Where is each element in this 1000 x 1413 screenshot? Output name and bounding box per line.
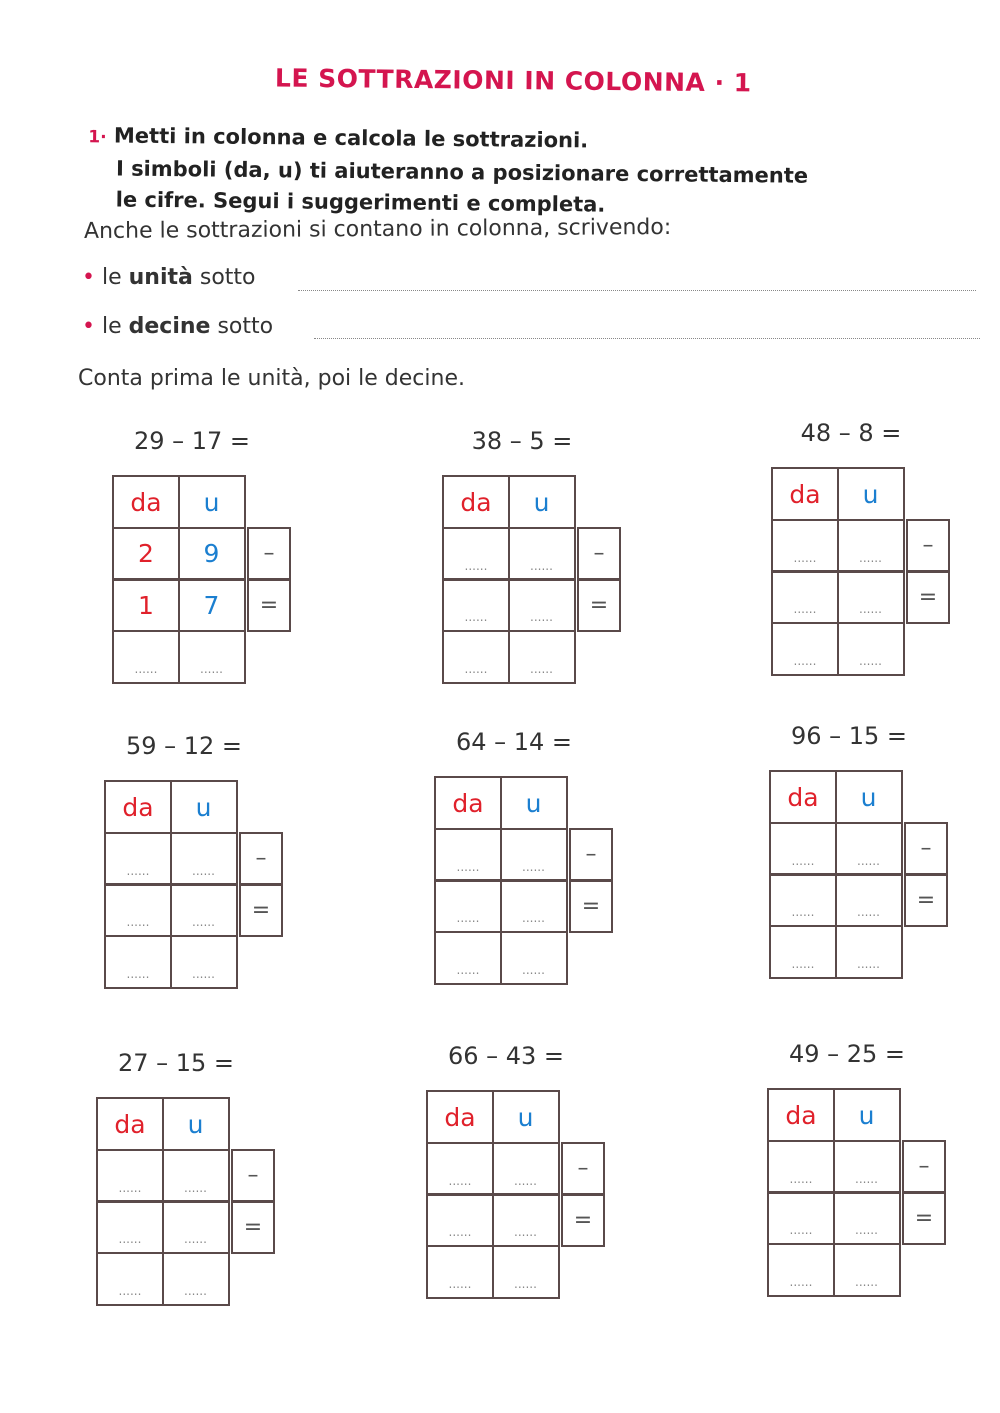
units-cell-row-1[interactable]: ...... <box>835 822 903 876</box>
bullet-post: sotto <box>192 265 256 290</box>
equals-sign: = <box>569 879 613 933</box>
header-tens: da <box>112 475 180 529</box>
header-units: u <box>508 475 576 529</box>
units-cell-row-2: 7 <box>178 578 246 632</box>
column-grid <box>442 475 624 693</box>
tens-cell-row-1[interactable]: ...... <box>771 519 839 573</box>
header-units: u <box>833 1088 901 1142</box>
units-cell-row-1[interactable]: ...... <box>508 527 576 581</box>
exercise-instructions <box>88 120 809 223</box>
units-cell-row-1[interactable]: ...... <box>162 1149 230 1203</box>
header-tens: da <box>96 1097 164 1151</box>
equals-sign: = <box>239 883 283 937</box>
tens-cell-row-2[interactable]: ...... <box>426 1193 494 1247</box>
header-units: u <box>178 475 246 529</box>
bullet-pre: le <box>101 314 129 339</box>
tens-cell-row-3[interactable]: ...... <box>434 931 502 985</box>
instruction-line-2: I simboli (da, u) ti aiuteranno a posizionare correttamente <box>115 156 809 188</box>
problem-expression: 27 – 15 = <box>117 1049 235 1077</box>
tens-cell-row-2[interactable]: ...... <box>442 578 510 632</box>
tens-cell-row-1[interactable]: ...... <box>104 832 172 886</box>
column-grid <box>771 467 953 685</box>
tens-cell-row-2[interactable]: ...... <box>771 570 839 624</box>
units-cell-row-2[interactable]: ...... <box>500 879 568 933</box>
tens-cell-row-2[interactable]: ...... <box>769 873 837 927</box>
tens-cell-row-2[interactable]: ...... <box>434 879 502 933</box>
column-grid <box>112 475 294 693</box>
tens-cell-row-1[interactable]: ...... <box>434 828 502 882</box>
header-units: u <box>170 780 238 834</box>
units-cell-row-1[interactable]: ...... <box>500 828 568 882</box>
header-tens: da <box>434 776 502 830</box>
units-cell-row-2[interactable]: ...... <box>162 1200 230 1254</box>
column-grid <box>426 1090 608 1308</box>
tens-cell-row-1[interactable]: ...... <box>442 527 510 581</box>
column-grid <box>434 776 616 994</box>
bullet-pre: le <box>101 265 129 290</box>
header-units: u <box>492 1090 560 1144</box>
units-cell-row-3[interactable]: ...... <box>835 925 903 979</box>
minus-sign: – <box>906 519 950 573</box>
column-grid <box>96 1097 278 1315</box>
instruction-line-1: Metti in colonna e calcola le sottrazioni. <box>113 123 589 153</box>
tens-cell-row-3[interactable]: ...... <box>104 935 172 989</box>
problem-expression: 29 – 17 = <box>133 427 251 455</box>
tens-cell-row-2: 1 <box>112 578 180 632</box>
units-cell-row-3[interactable]: ...... <box>170 935 238 989</box>
problem-expression: 64 – 14 = <box>455 728 573 756</box>
instruction-line-3: le cifre. Segui i suggerimenti e completa. <box>115 187 606 217</box>
problem-expression: 59 – 12 = <box>125 732 243 760</box>
answer-line-units[interactable] <box>298 290 976 291</box>
units-cell-row-3[interactable]: ...... <box>500 931 568 985</box>
header-tens: da <box>426 1090 494 1144</box>
tens-cell-row-1: 2 <box>112 527 180 581</box>
units-cell-row-2[interactable]: ...... <box>833 1191 901 1245</box>
minus-sign: – <box>577 527 621 581</box>
answer-line-tens[interactable] <box>314 338 980 339</box>
header-tens: da <box>442 475 510 529</box>
tens-cell-row-3[interactable]: ...... <box>769 925 837 979</box>
hint-text: Conta prima le unità, poi le decine. <box>78 366 465 391</box>
problem-expression: 48 – 8 = <box>800 419 902 447</box>
header-tens: da <box>769 770 837 824</box>
tens-cell-row-1[interactable]: ...... <box>96 1149 164 1203</box>
units-cell-row-1[interactable]: ...... <box>170 832 238 886</box>
exercise-number: 1· <box>88 127 107 148</box>
bullet-bold: unità <box>128 265 193 290</box>
units-cell-row-3[interactable]: ...... <box>833 1243 901 1297</box>
tens-cell-row-3[interactable]: ...... <box>767 1243 835 1297</box>
tens-cell-row-2[interactable]: ...... <box>104 883 172 937</box>
equals-sign: = <box>561 1193 605 1247</box>
minus-sign: – <box>569 828 613 882</box>
header-units: u <box>162 1097 230 1151</box>
bullet-icon: • <box>82 265 102 290</box>
tens-cell-row-2[interactable]: ...... <box>96 1200 164 1254</box>
minus-sign: – <box>247 527 291 581</box>
minus-sign: – <box>902 1140 946 1194</box>
units-cell-row-2[interactable]: ...... <box>508 578 576 632</box>
minus-sign: – <box>904 822 948 876</box>
bullet-units <box>82 265 256 290</box>
tens-cell-row-2[interactable]: ...... <box>767 1191 835 1245</box>
problem-expression: 38 – 5 = <box>471 427 573 455</box>
units-cell-row-1: 9 <box>178 527 246 581</box>
header-units: u <box>835 770 903 824</box>
units-cell-row-2[interactable]: ...... <box>837 570 905 624</box>
equals-sign: = <box>902 1191 946 1245</box>
bullet-post: sotto <box>210 314 274 339</box>
header-tens: da <box>104 780 172 834</box>
tens-cell-row-3[interactable]: ...... <box>426 1245 494 1299</box>
tens-cell-row-3[interactable]: ...... <box>96 1252 164 1306</box>
problem-expression: 96 – 15 = <box>790 722 908 750</box>
units-cell-row-1[interactable]: ...... <box>837 519 905 573</box>
bullet-tens <box>82 314 273 339</box>
tens-cell-row-1[interactable]: ...... <box>426 1142 494 1196</box>
units-cell-row-2[interactable]: ...... <box>835 873 903 927</box>
column-grid <box>104 780 286 998</box>
units-cell-row-3[interactable]: ...... <box>178 630 246 684</box>
bullet-bold: decine <box>128 314 211 339</box>
bullet-icon: • <box>82 314 102 339</box>
units-cell-row-2[interactable]: ...... <box>492 1193 560 1247</box>
equals-sign: = <box>231 1200 275 1254</box>
minus-sign: – <box>561 1142 605 1196</box>
column-grid <box>769 770 951 988</box>
equals-sign: = <box>906 570 950 624</box>
header-tens: da <box>771 467 839 521</box>
units-cell-row-3[interactable]: ...... <box>508 630 576 684</box>
units-cell-row-3[interactable]: ...... <box>492 1245 560 1299</box>
problem-expression: 49 – 25 = <box>788 1040 906 1068</box>
column-grid <box>767 1088 949 1306</box>
units-cell-row-1[interactable]: ...... <box>492 1142 560 1196</box>
minus-sign: – <box>239 832 283 886</box>
units-cell-row-1[interactable]: ...... <box>833 1140 901 1194</box>
units-cell-row-2[interactable]: ...... <box>170 883 238 937</box>
minus-sign: – <box>231 1149 275 1203</box>
tens-cell-row-3[interactable]: ...... <box>771 622 839 676</box>
header-tens: da <box>767 1088 835 1142</box>
tens-cell-row-3[interactable]: ...... <box>442 630 510 684</box>
tens-cell-row-1[interactable]: ...... <box>769 822 837 876</box>
equals-sign: = <box>904 873 948 927</box>
header-units: u <box>837 467 905 521</box>
equals-sign: = <box>247 578 291 632</box>
units-cell-row-3[interactable]: ...... <box>837 622 905 676</box>
header-units: u <box>500 776 568 830</box>
equals-sign: = <box>577 578 621 632</box>
page-title: LE SOTTRAZIONI IN COLONNA · 1 <box>274 63 752 98</box>
units-cell-row-3[interactable]: ...... <box>162 1252 230 1306</box>
tens-cell-row-3[interactable]: ...... <box>112 630 180 684</box>
tens-cell-row-1[interactable]: ...... <box>767 1140 835 1194</box>
intro-text: Anche le sottrazioni si contano in colonna, scrivendo: <box>83 214 672 245</box>
problem-expression: 66 – 43 = <box>447 1042 565 1070</box>
